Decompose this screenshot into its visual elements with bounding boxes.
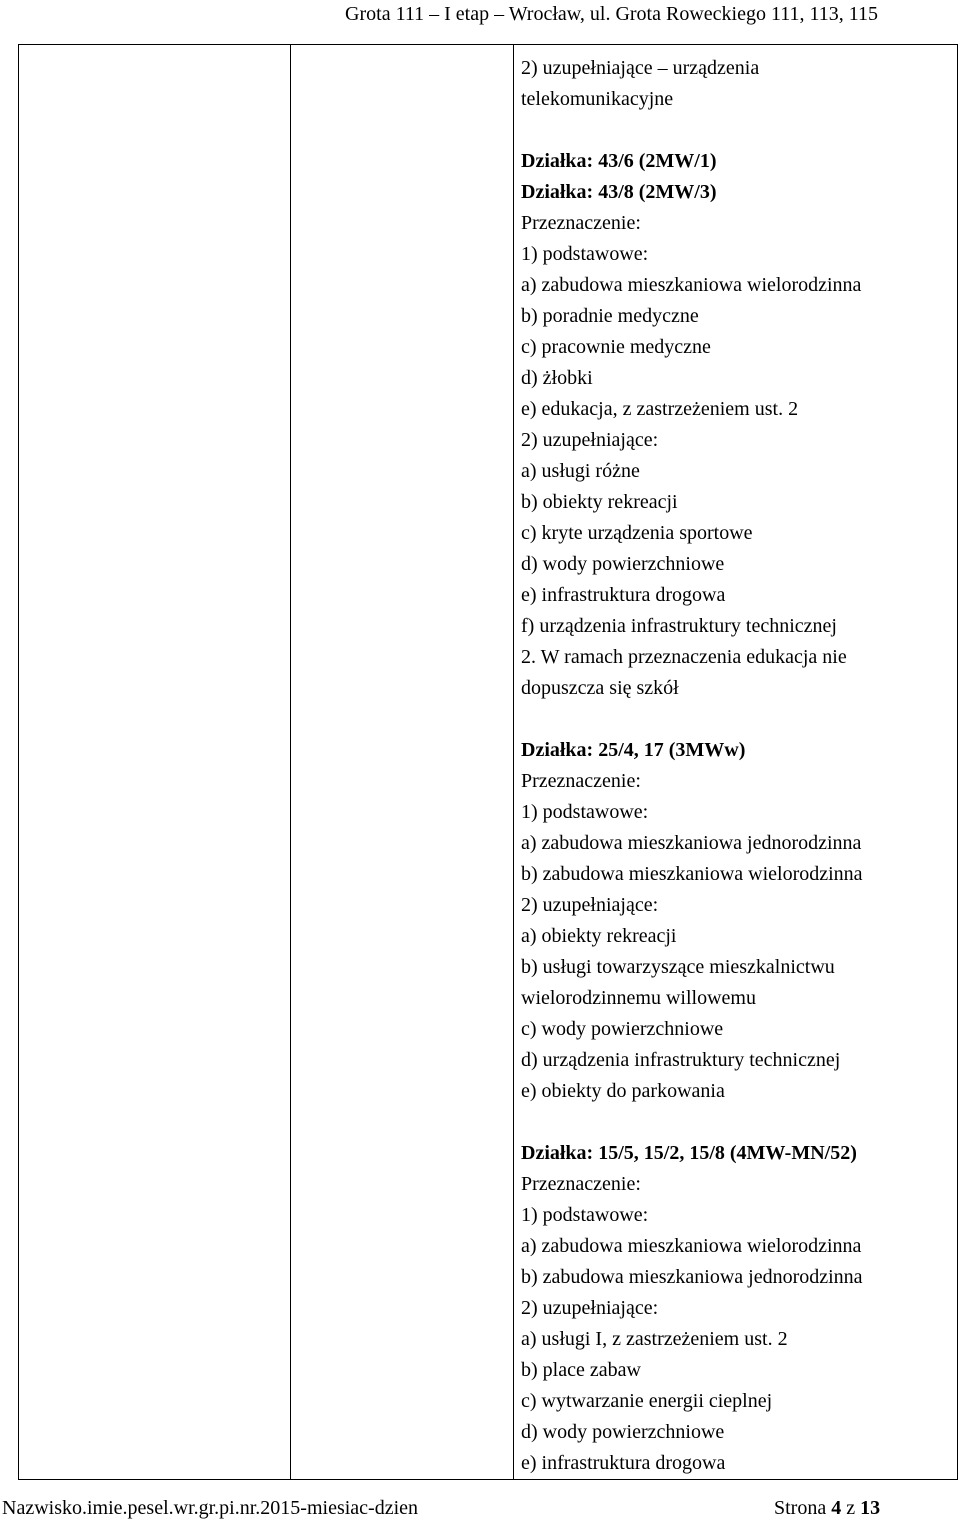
- text-line: 2) uzupełniające – urządzenia: [521, 57, 760, 79]
- text-line: a) usługi I, z zastrzeżeniem ust. 2: [521, 1328, 788, 1350]
- text-line: Przeznaczenie:: [521, 1173, 641, 1195]
- text-line: b) zabudowa mieszkaniowa jednorodzinna: [521, 1266, 863, 1288]
- text-line: e) edukacja, z zastrzeżeniem ust. 2: [521, 398, 799, 420]
- text-line: a) obiekty rekreacji: [521, 925, 677, 947]
- text-line: b) zabudowa mieszkaniowa wielorodzinna: [521, 863, 863, 885]
- text-line: c) wody powierzchniowe: [521, 1018, 724, 1040]
- text-line: e) infrastruktura drogowa: [521, 1452, 726, 1474]
- text-line: Przeznaczenie:: [521, 770, 641, 792]
- page-header: Grota 111 – I etap – Wrocław, ul. Grota Roweckiego 111, 113, 115: [345, 3, 878, 25]
- page-label: Strona: [774, 1497, 827, 1519]
- text-line: 1) podstawowe:: [521, 1204, 649, 1226]
- text-line: 2. W ramach przeznaczenia edukacja nie: [521, 646, 847, 668]
- text-line: d) wody powierzchniowe: [521, 553, 725, 575]
- section-plot-4mw-mn: [521, 1138, 953, 1479]
- text-line: c) wytwarzanie energii cieplnej: [521, 1390, 773, 1412]
- text-line: 2) uzupełniające:: [521, 1297, 659, 1319]
- page-current: 4: [831, 1497, 842, 1519]
- plot-heading: Działka: 43/8 (2MW/3): [521, 181, 717, 203]
- text-line: 1) podstawowe:: [521, 801, 649, 823]
- text-line: d) wody powierzchniowe: [521, 1421, 725, 1443]
- table-cell-content: [521, 53, 953, 1479]
- text-line: dopuszcza się szkół: [521, 677, 679, 699]
- section-plot-3mww: [521, 735, 953, 1107]
- text-line: c) pracownie medyczne: [521, 336, 711, 358]
- text-line: b) poradnie medyczne: [521, 305, 699, 327]
- text-line: c) kryte urządzenia sportowe: [521, 522, 753, 544]
- text-line: a) zabudowa mieszkaniowa wielorodzinna: [521, 274, 862, 296]
- text-line: a) zabudowa mieszkaniowa jednorodzinna: [521, 832, 862, 854]
- text-line: a) zabudowa mieszkaniowa wielorodzinna: [521, 1235, 862, 1257]
- text-line: b) usługi towarzyszące mieszkalnictwu: [521, 956, 835, 978]
- document-table: [18, 44, 958, 1480]
- column-divider: [513, 45, 514, 1480]
- plot-heading: Działka: 43/6 (2MW/1): [521, 150, 717, 172]
- text-line: 2) uzupełniające:: [521, 894, 659, 916]
- plot-heading: Działka: 25/4, 17 (3MWw): [521, 739, 746, 761]
- text-line: e) obiekty do parkowania: [521, 1080, 725, 1102]
- text-line: telekomunikacyjne: [521, 88, 674, 110]
- text-line: Przeznaczenie:: [521, 212, 641, 234]
- document-identifier: Nazwisko.imie.pesel.wr.gr.pi.nr.2015-miesiac-dzien: [2, 1497, 419, 1519]
- text-line: b) place zabaw: [521, 1359, 641, 1381]
- column-divider: [290, 45, 291, 1480]
- section-plot-2mw: [521, 146, 953, 704]
- text-line: 2) uzupełniające:: [521, 429, 659, 451]
- plot-heading: Działka: 15/5, 15/2, 15/8 (4MW-MN/52): [521, 1142, 857, 1164]
- text-line: f) urządzenia infrastruktury technicznej: [521, 615, 837, 637]
- text-line: wielorodzinnemu willowemu: [521, 987, 756, 1009]
- page-number: [774, 1495, 880, 1521]
- page-total: 13: [860, 1497, 881, 1519]
- section-telecom: [521, 53, 953, 115]
- text-line: d) żłobki: [521, 367, 593, 389]
- text-line: d) urządzenia infrastruktury technicznej: [521, 1049, 841, 1071]
- text-line: b) obiekty rekreacji: [521, 491, 678, 513]
- text-line: a) usługi różne: [521, 460, 640, 482]
- text-line: e) infrastruktura drogowa: [521, 584, 726, 606]
- text-line: 1) podstawowe:: [521, 243, 649, 265]
- page-separator: z: [846, 1497, 856, 1519]
